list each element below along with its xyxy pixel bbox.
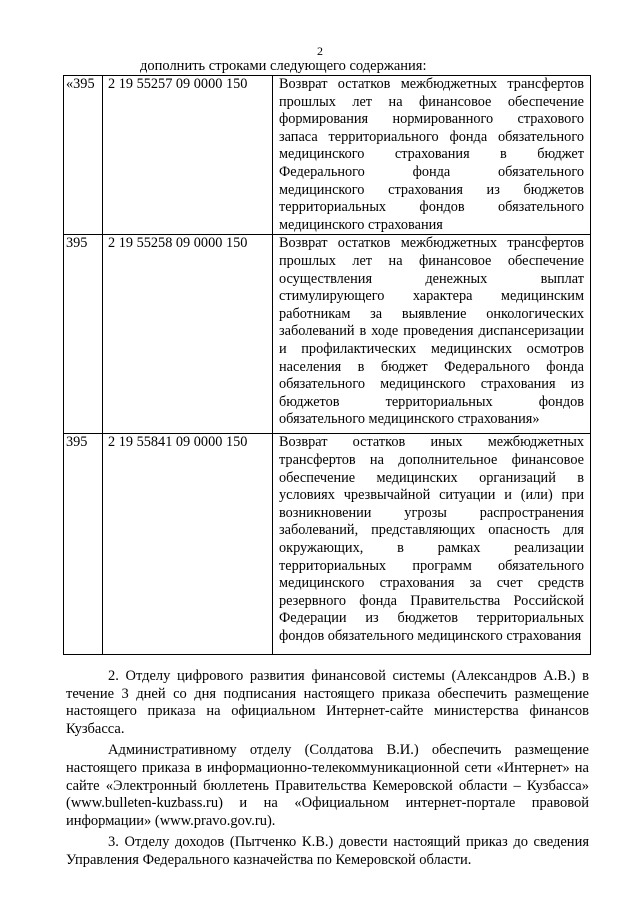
kbk-cell: 2 19 55841 09 0000 150: [103, 434, 273, 655]
admin-code-cell: «395: [64, 76, 103, 235]
kbk-cell: 2 19 55258 09 0000 150: [103, 235, 273, 434]
description-cell: Возврат остатков межбюджетных трансфертов прошлых лет на финансовое обеспечение формирования нормированного страхового запаса территориального фонда обязательного медицинского страхования в бюджет Федерального фонда обязательного медицинского страхования из бюджетов территориальных фондов обязательного медицинского страхования: [273, 76, 591, 235]
order-body: [66, 668, 589, 874]
budget-codes-table: [63, 75, 591, 655]
description-cell: Возврат остатков иных межбюджетных трансфертов на дополнительное финансовое обеспечение медицинских организаций в условиях чрезвычайной ситуации и (или) при возникновении угрозы распространения заболеваний, представляющих опасность для окружающих, в рамках реализации территориальных программ обязательного медицинского страхования за счет средств резервного фонда Правительства Российской Федерации из бюджетов территориальных фондов обязательного медицинского страхования: [273, 434, 591, 655]
paragraph-2: 2. Отделу цифрового развития финансовой системы (Александров А.В.) в течение 3 дней со дня подписания настоящего приказа обеспечить размещение настоящего приказа на официальном Интернет-сайте министерства финансов Кузбасса.: [66, 668, 589, 737]
intro-line: дополнить строками следующего содержания:: [140, 58, 427, 74]
admin-code-cell: 395: [64, 434, 103, 655]
admin-code-cell: 395: [64, 235, 103, 434]
paragraph-3: 3. Отделу доходов (Пытченко К.В.) довести настоящий приказ до сведения Управления Федерального казначейства по Кемеровской области.: [66, 834, 589, 868]
page-number: 2: [317, 44, 323, 58]
table-row: [64, 76, 591, 235]
paragraph-admin: Административному отделу (Солдатова В.И.) обеспечить размещение настоящего приказа в информационно-телекоммуникационной сети «Интернет» на сайте «Электронный бюллетень Правительства Кемеровской области – Кузбасса» (www.bulleten-kuzbass.ru) и на «Официальном интернет-портале правовой информации» (www.pravo.gov.ru).: [66, 742, 589, 829]
kbk-cell: 2 19 55257 09 0000 150: [103, 76, 273, 235]
table-row: [64, 235, 591, 434]
description-cell: Возврат остатков межбюджетных трансфертов прошлых лет на финансовое обеспечение осуществления денежных выплат стимулирующего характера медицинским работникам за выявление онкологических заболеваний в ходе проведения диспансеризации и профилактических медицинских осмотров населения в бюджет Федерального фонда обязательного медицинского страхования из бюджетов территориальных фондов обязательного медицинского страхования»: [273, 235, 591, 434]
table-row: [64, 434, 591, 655]
